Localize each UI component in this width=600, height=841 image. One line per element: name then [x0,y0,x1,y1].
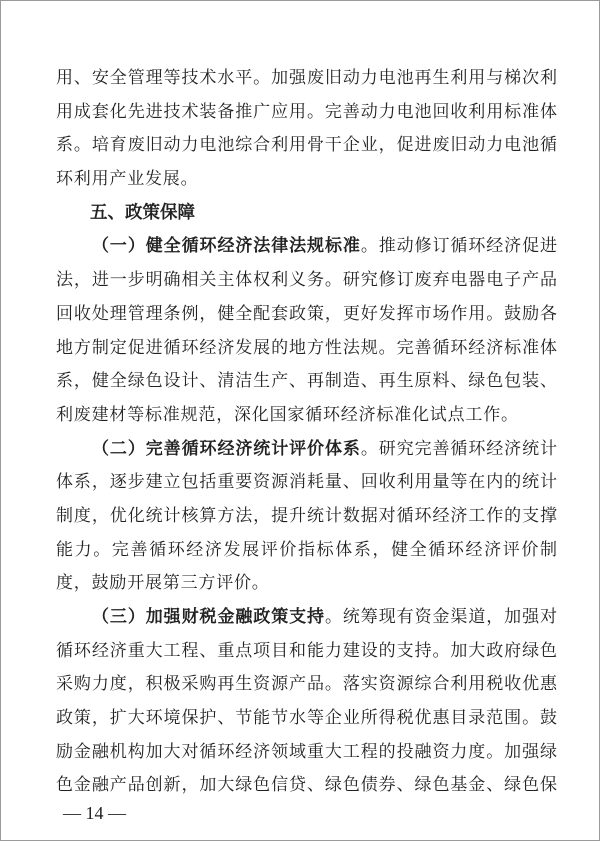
text-line: 利废建材等标准规范，深化国家循环经济标准化试点工作。 [56,404,519,424]
text-line: 采购力度，积极采购再生资源产品。落实资源综合利用税收优惠 [56,674,557,694]
paragraph-statistics-evaluation [56,432,557,600]
text-line: 地方制定促进循环经济发展的地方性法规。完善循环经济标准体 [56,337,557,357]
text-line: 用、安全管理等技术水平。加强废旧动力电池再生利用与梯次利 [56,68,557,87]
text-line: 系。培育废旧动力电池综合利用骨干企业，促进废旧动力电池循 [56,135,557,155]
text-line: 制度，优化统计核算方法，提升统计数据对循环经济工作的支撑 [56,505,557,525]
text-line: 回收处理管理条例，健全配套政策，更好发挥市场作用。鼓励各 [56,303,557,323]
paragraph-battery-recycling [56,61,557,196]
text-line: 系，健全绿色设计、清洁生产、再制造、再生原料、绿色包装、 [56,371,557,391]
page-body [56,61,557,802]
text-line [56,600,557,634]
paragraph-fiscal-finance [56,600,557,802]
text-run: 。研究完善循环经济统计 [360,438,558,458]
paragraph-lead: （三）加强财税金融政策支持 [92,607,325,626]
paragraph-lead: （二）完善循环经济统计评价体系 [92,438,361,458]
text-line: 环利用产业发展。 [56,169,199,189]
text-line: 能力。完善循环经济发展评价指标体系，健全循环经济评价制 [56,539,557,559]
text-line: 政策，扩大环境保护、节能节水等企业所得税优惠目录范围。鼓 [56,708,557,728]
page-number: — 14 — [63,803,126,823]
text-line [56,229,557,263]
text-line: 法，进一步明确相关主体权利义务。研究修订废弃电器电子产品 [56,270,557,290]
text-line: 色金融产品创新，加大绿色信贷、绿色债券、绿色基金、绿色保 [56,775,557,795]
text-line: 度，鼓励开展第三方评价。 [56,573,270,593]
text-line: 体系，逐步建立包括重要资源消耗量、回收利用量等在内的统计 [56,472,557,492]
paragraph-lead: （一）健全循环经济法律法规标准 [92,236,361,256]
text-line [56,432,557,466]
paragraph-legal-standards [56,229,557,431]
text-line: 励金融机构加大对循环经济领域重大工程的投融资力度。加强绿 [56,741,557,761]
text-line: 循环经济重大工程、重点项目和能力建设的支持。加大政府绿色 [56,640,557,660]
text-run: 。推动修订循环经济促进 [360,236,558,256]
section-heading: 五、政策保障 [90,201,195,222]
text-run: 。统筹现有资金渠道，加强对 [324,607,558,626]
text-line: 用成套化先进技术装备推广应用。完善动力电池回收利用标准体 [56,101,557,121]
